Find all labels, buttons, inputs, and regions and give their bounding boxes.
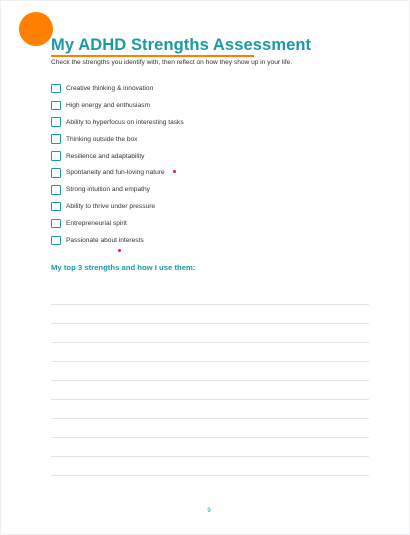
page-title: My ADHD Strengths Assessment	[51, 36, 312, 54]
writing-line[interactable]	[51, 286, 369, 305]
checklist-item-label: Thinking outside the box	[66, 135, 138, 143]
writing-line[interactable]	[51, 457, 369, 476]
writing-lines[interactable]	[51, 286, 369, 476]
checklist-item[interactable]	[51, 114, 184, 131]
writing-line[interactable]	[51, 343, 369, 362]
checklist-item[interactable]	[51, 198, 184, 215]
checkbox[interactable]	[51, 134, 61, 144]
checkbox[interactable]	[51, 219, 61, 229]
strengths-checklist	[51, 80, 184, 249]
checkbox[interactable]	[51, 168, 61, 178]
writing-line[interactable]	[51, 305, 369, 324]
red-dot-marker	[173, 170, 176, 173]
checklist-item[interactable]	[51, 131, 184, 148]
checklist-item[interactable]	[51, 148, 184, 165]
checkbox[interactable]	[51, 101, 61, 111]
instructions-text: Check the strengths you identify with, then reflect on how they show up in your life.	[51, 59, 293, 66]
checklist-item[interactable]	[51, 181, 184, 198]
checklist-item-label: Creative thinking & innovation	[66, 84, 154, 92]
checklist-item-label: Ability to thrive under pressure	[66, 203, 156, 211]
checklist-item-label: Entrepreneurial spirit	[66, 220, 127, 228]
checklist-item-label: Strong intuition and empathy	[66, 186, 150, 194]
checklist-item[interactable]	[51, 215, 184, 232]
checklist-item[interactable]	[51, 164, 184, 181]
checklist-item-label: Passionate about interests	[66, 236, 144, 244]
checkbox[interactable]	[51, 202, 61, 212]
writing-line[interactable]	[51, 381, 369, 400]
checklist-item[interactable]	[51, 97, 184, 114]
writing-line[interactable]	[51, 400, 369, 419]
page-number: 9	[207, 508, 211, 514]
checklist-item[interactable]	[51, 232, 184, 249]
title-underline	[51, 55, 254, 57]
writing-line[interactable]	[51, 438, 369, 457]
checkbox[interactable]	[51, 84, 61, 94]
checklist-item[interactable]	[51, 80, 184, 97]
orange-circle-decoration	[19, 12, 53, 46]
checkbox[interactable]	[51, 236, 61, 246]
red-dot-marker	[118, 249, 121, 252]
reflection-heading: My top 3 strengths and how I use them:	[51, 263, 196, 272]
writing-line[interactable]	[51, 419, 369, 438]
checkbox[interactable]	[51, 185, 61, 195]
writing-line[interactable]	[51, 362, 369, 381]
writing-line[interactable]	[51, 324, 369, 343]
checklist-item-label: Ability to hyperfocus on interesting tasks	[66, 118, 184, 126]
checklist-item-label: Resilience and adaptability	[66, 152, 145, 160]
checklist-item-label: High energy and enthusiasm	[66, 101, 150, 109]
checkbox[interactable]	[51, 151, 61, 161]
checkbox[interactable]	[51, 117, 61, 127]
checklist-item-label: Spontaneity and fun-loving nature	[66, 169, 165, 177]
